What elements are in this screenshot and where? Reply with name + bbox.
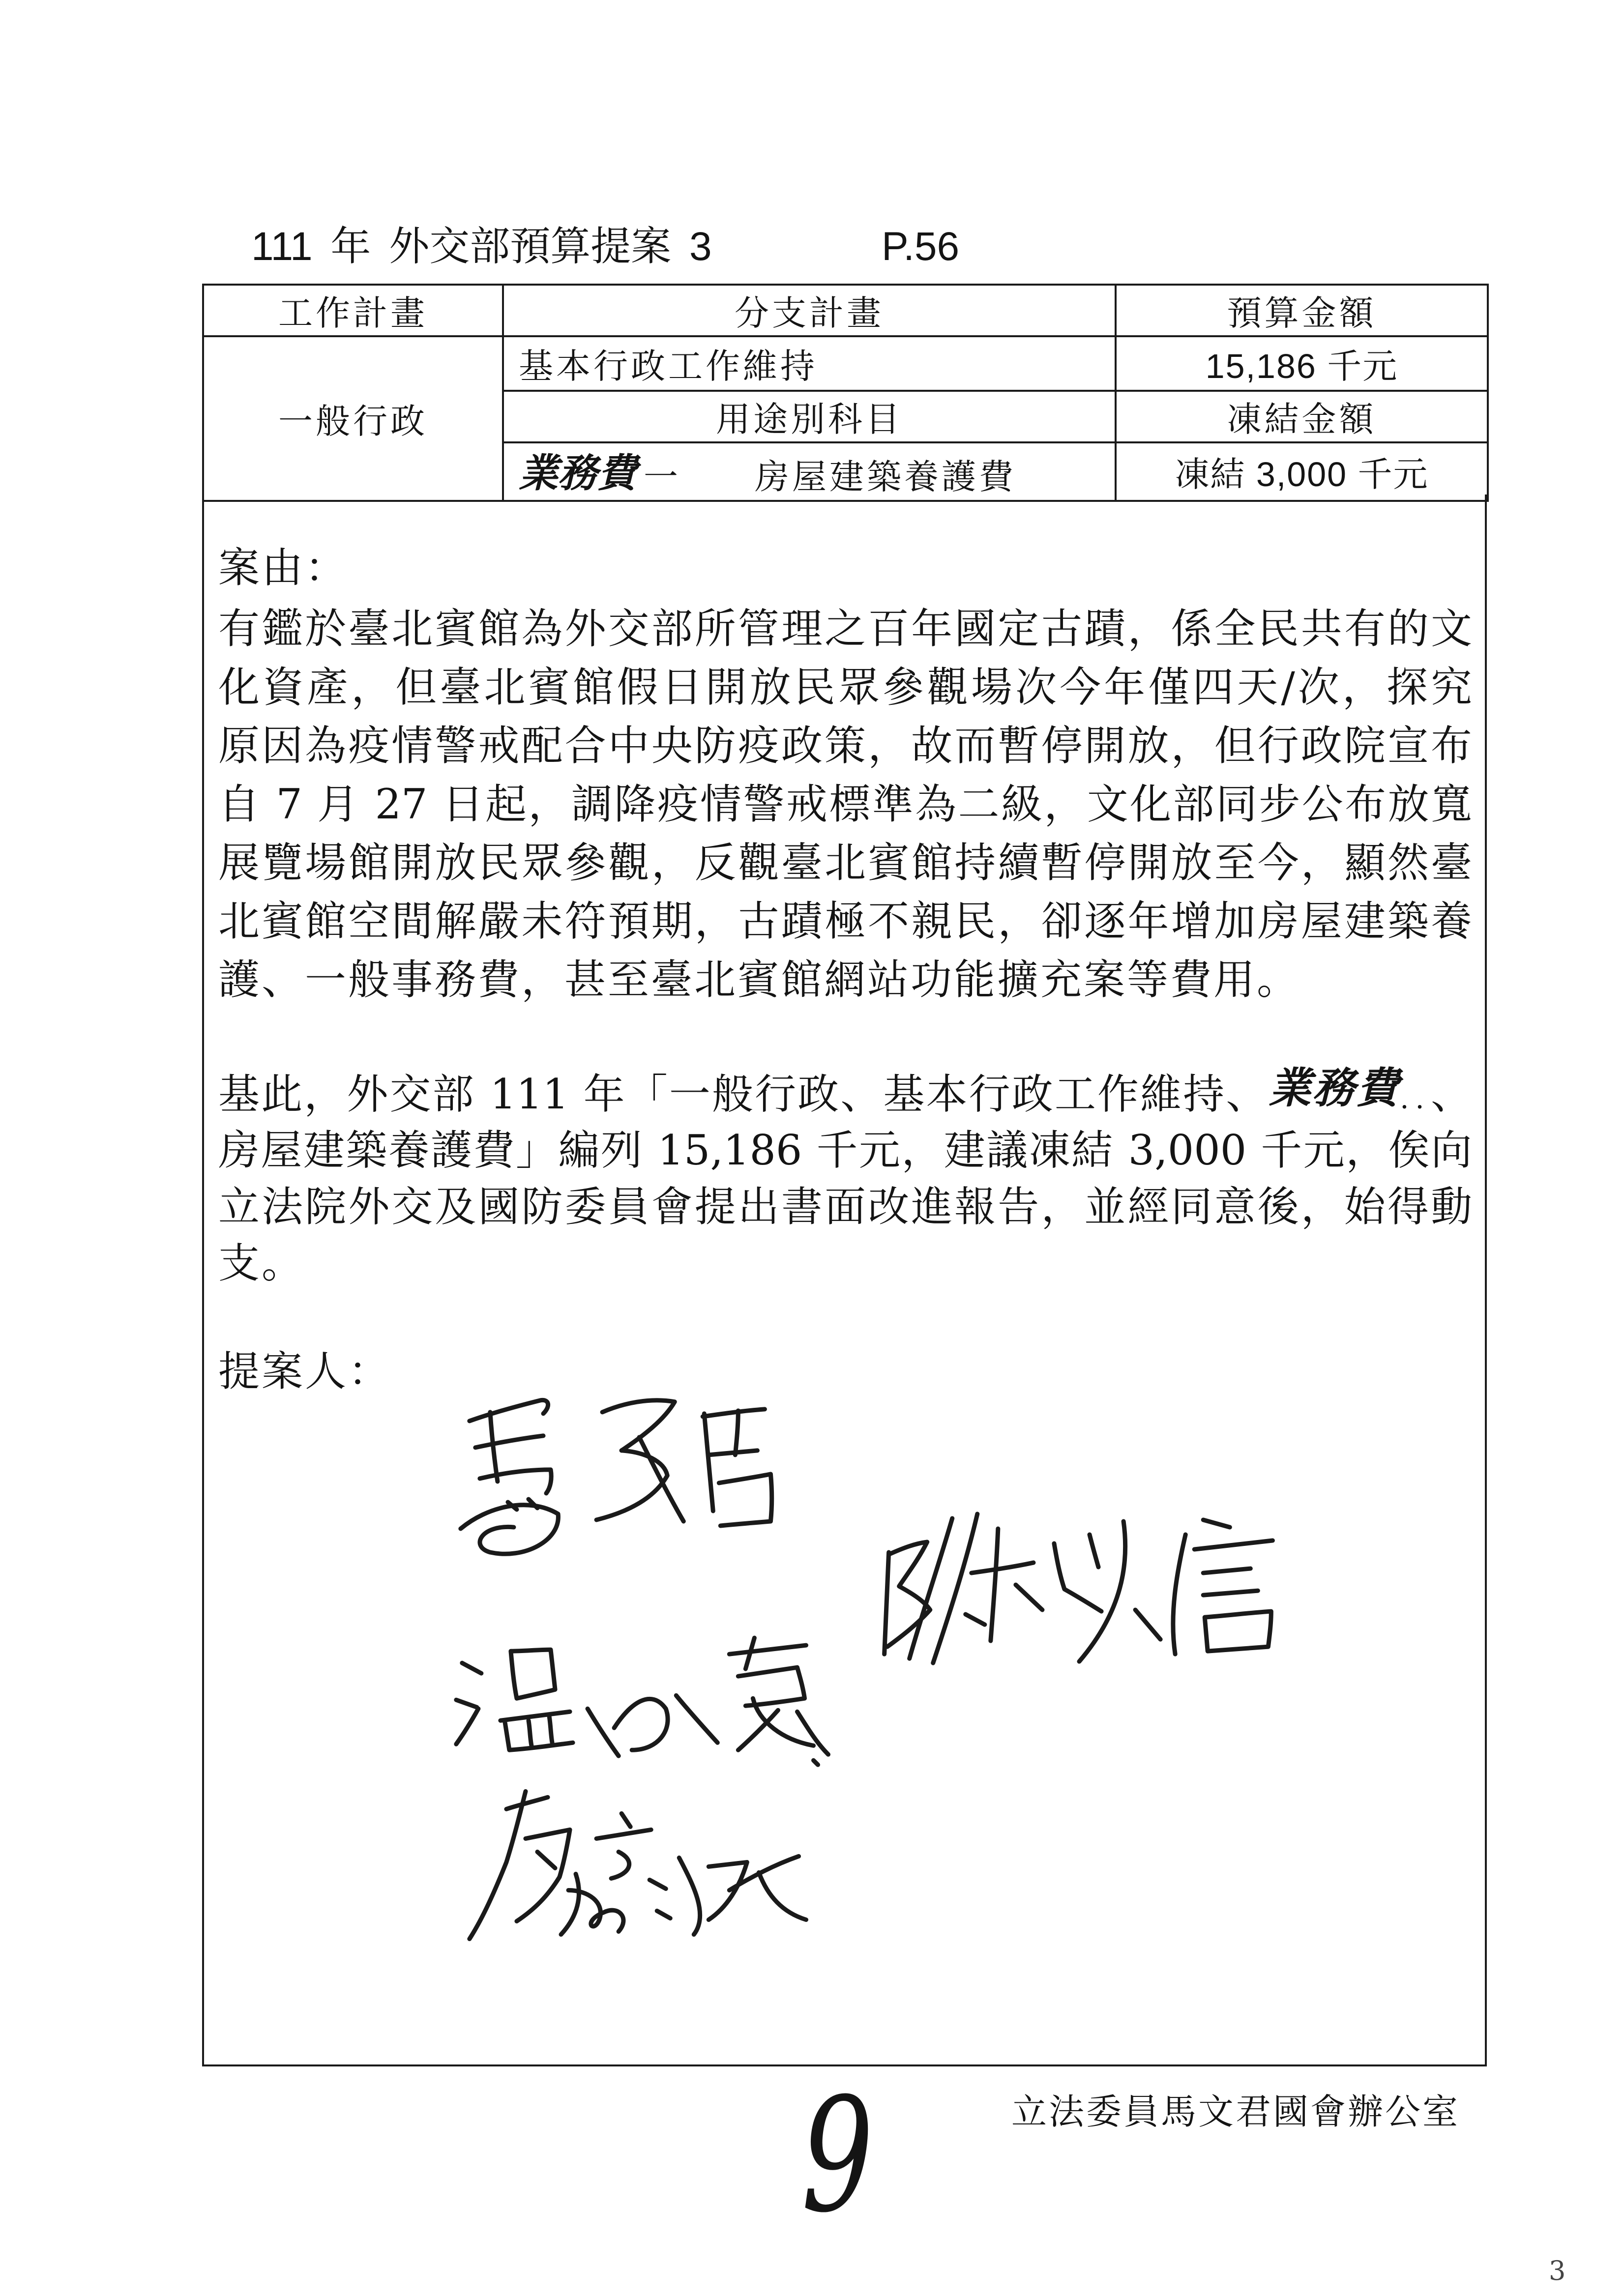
office-footer: 立法委員馬文君國會辦公室	[1011, 2091, 1460, 2132]
resolution-paragraph	[218, 1066, 1472, 1292]
handwritten-page-number: 9	[801, 2064, 874, 2247]
table-header-row	[203, 285, 1488, 336]
header-work-plan: 工作計畫	[203, 285, 503, 336]
case-reason-paragraph	[218, 600, 1472, 1009]
reason-line: 原因為疫情警戒配合中央防疫政策，故而暫停開放，但行政院宣布	[218, 722, 1472, 770]
budget-amount-cell: 15,186 千元	[1116, 336, 1488, 391]
proposer-label: 提案人：	[218, 1347, 392, 1395]
reason-line: 化資產，但臺北賓館假日開放民眾參觀場次今年僅四天/次，探究	[218, 663, 1472, 711]
work-plan-cell: 一般行政	[203, 336, 503, 501]
reason-line: 護、一般事務費，甚至臺北賓館網站功能擴充案等費用。	[218, 956, 1300, 1004]
page-reference: P.56	[882, 224, 960, 269]
item-name: 房屋建築養護費	[755, 457, 1016, 497]
budget-table	[202, 284, 1489, 502]
freeze-header-cell: 凍結金額	[1116, 391, 1488, 442]
header-budget-amount: 預算金額	[1116, 285, 1488, 336]
branch-plan-cell: 基本行政工作維持	[503, 336, 1116, 391]
resolution-line	[218, 1066, 1472, 1122]
corner-page-mark: 3	[1549, 2255, 1566, 2286]
reason-line: 北賓館空間解嚴未符預期，古蹟極不親民，卻逐年增加房屋建築養	[218, 897, 1472, 945]
insertion-dots: ．．	[1400, 1083, 1431, 1115]
item-cell	[503, 442, 1116, 501]
handwritten-item-annotation: 業務費	[519, 450, 637, 496]
item-dash: 一	[644, 457, 681, 497]
reason-line: 有鑑於臺北賓館為外交部所管理之百年國定古蹟，係全民共有的文	[218, 605, 1472, 653]
handwritten-insertion: 業務費	[1269, 1066, 1400, 1113]
freeze-amount-cell: 凍結 3,000 千元	[1116, 442, 1488, 501]
reason-line: 展覽場館開放民眾參觀，反觀臺北賓館持續暫停開放至今，顯然臺	[218, 839, 1472, 887]
resolution-line: 房屋建築養護費」編列 15,186 千元，建議凍結 3,000 千元，俟向	[218, 1126, 1472, 1174]
resolution-line: 支。	[218, 1239, 305, 1287]
proposal-title: 111 年 外交部預算提案 3	[251, 224, 712, 269]
table-row	[203, 336, 1488, 391]
header-branch-plan: 分支計畫	[503, 285, 1116, 336]
resolution-line: 立法院外交及國防委員會提出書面改進報告，並經同意後，始得動	[218, 1183, 1472, 1231]
resolution-line-suffix: 、	[1431, 1070, 1472, 1118]
reason-line: 自 7 月 27 日起，調降疫情警戒標準為二級，文化部同步公布放寬	[218, 780, 1472, 828]
case-reason-label: 案由：	[218, 544, 349, 592]
resolution-line-prefix: 基此，外交部 111 年「一般行政、基本行政工作維持、	[218, 1070, 1269, 1118]
item-header-cell: 用途別科目	[503, 391, 1116, 442]
